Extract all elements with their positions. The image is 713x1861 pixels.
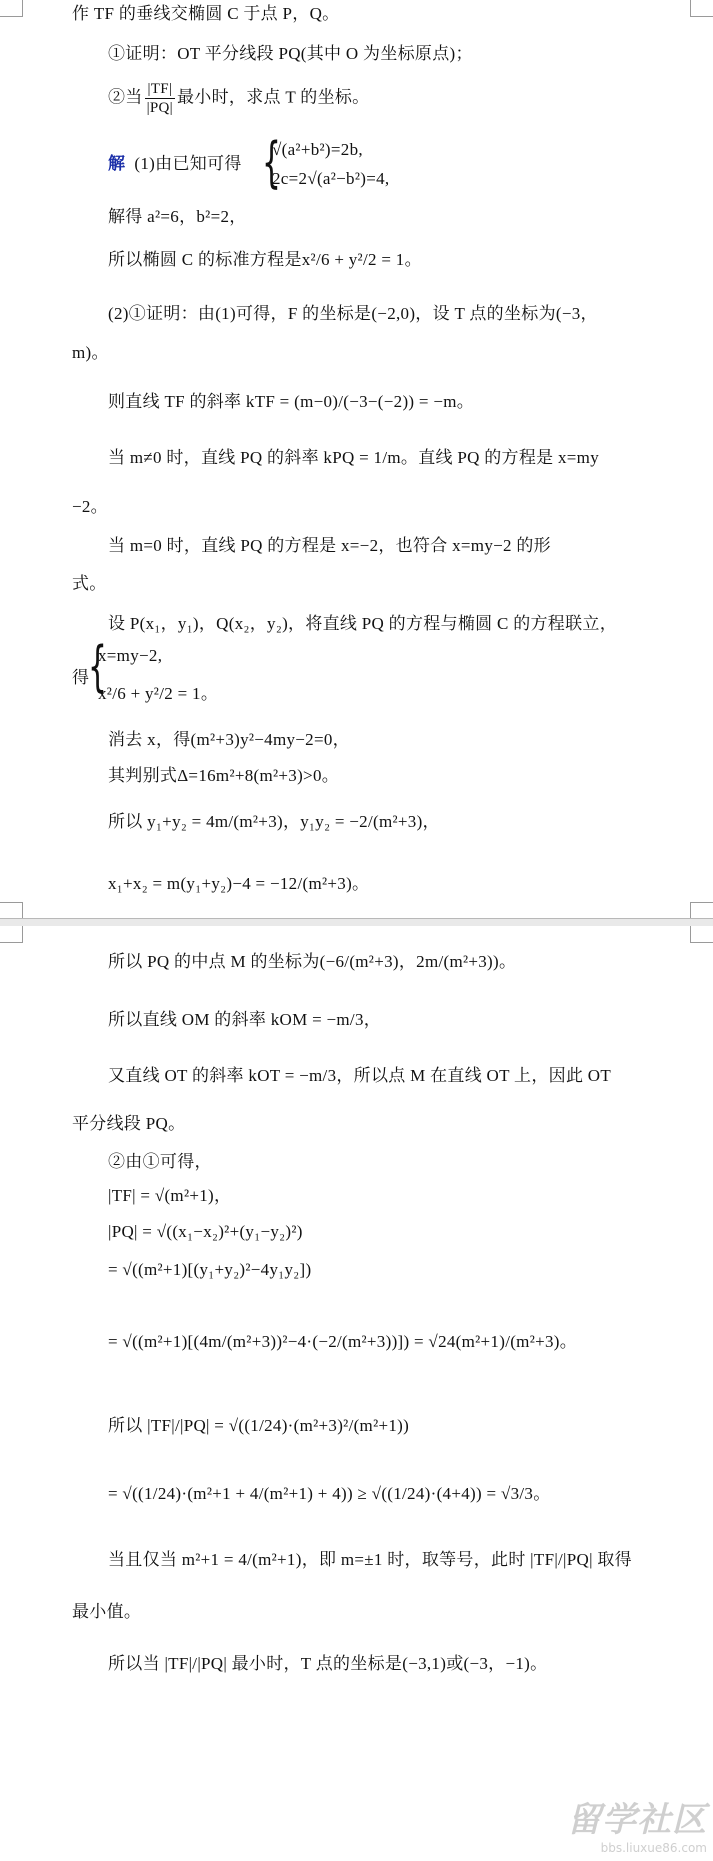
- pq-length-3: = √((m²+1)[(4m/(m²+3))²−4·(−2/(m²+3))]) = √24(m²+1)/(m²+3)。: [108, 1332, 578, 1351]
- crop-mark: [690, 0, 713, 17]
- solve-line: 解得 a²=6，b²=2，: [108, 207, 247, 226]
- tf-length: |TF| = √(m²+1)，: [108, 1186, 232, 1205]
- set-pq: 设 P(x₁，y₁)，Q(x₂，y₂)，将直线 PQ 的方程与椭圆 C 的方程联立，: [108, 614, 618, 633]
- m-zero: 当 m=0 时，直线 PQ 的方程是 x=−2，也符合 x=my−2 的形: [108, 536, 551, 555]
- watermark-url: bbs.liuxue86.com: [600, 1841, 707, 1855]
- conclusion: 所以当 |TF|/|PQ| 最小时，T 点的坐标是(−3,1)或(−3，−1)。: [108, 1654, 548, 1673]
- m-nonzero: 当 m≠0 时，直线 PQ 的斜率 kPQ = 1/m。直线 PQ 的方程是 x=my: [108, 448, 599, 467]
- eliminate: 消去 x，得(m²+3)y²−4my−2=0，: [108, 730, 350, 749]
- crop-mark: [690, 902, 713, 919]
- slope-ot: 又直线 OT 的斜率 kOT = −m/3，所以点 M 在直线 OT 上，因此 OT: [108, 1066, 612, 1085]
- crop-mark: [0, 926, 23, 943]
- m-nonzero-cont: −2。: [72, 497, 108, 516]
- slope-tf: 则直线 TF 的斜率 kTF = (m−0)/(−3−(−2)) = −m。: [108, 392, 475, 411]
- left-brace: {: [88, 635, 107, 698]
- problem-part2: [108, 80, 369, 117]
- part2-intro: (2)①证明：由(1)可得，F 的坐标是(−2,0)，设 T 点的坐标为(−3，: [108, 304, 598, 323]
- discriminant: 其判别式Δ=16m²+8(m²+3)>0。: [108, 766, 340, 785]
- slope-ot-cont: 平分线段 PQ。: [72, 1114, 186, 1133]
- part2-prefix: ②当: [108, 87, 143, 107]
- problem-line: 作 TF 的垂线交椭圆 C 于点 P，Q。: [72, 4, 340, 23]
- left-brace: {: [262, 131, 281, 194]
- equality-cont: 最小值。: [72, 1602, 142, 1621]
- pq-length-1: |PQ| = √((x₁−x₂)²+(y₁−y₂)²): [108, 1222, 303, 1241]
- ratio-fraction: [145, 80, 175, 117]
- standard-equation: [108, 248, 422, 272]
- solution-label: 解: [108, 154, 126, 173]
- m-zero-cont: 式。: [72, 574, 107, 593]
- crop-mark: [690, 926, 713, 943]
- midpoint: 所以 PQ 的中点 M 的坐标为(−6/(m²+3)，2m/(m²+3))。: [108, 952, 517, 971]
- ratio-denominator: |PQ|: [146, 100, 173, 116]
- crop-mark: [0, 902, 23, 919]
- solution-start: [108, 152, 242, 176]
- crop-mark: [0, 0, 23, 17]
- part2-intro-cont: m)。: [72, 343, 109, 362]
- system-prefix: 得: [72, 668, 90, 687]
- part2-start: ②由①可得，: [108, 1152, 212, 1171]
- slope-om: 所以直线 OM 的斜率 kOM = −m/3，: [108, 1010, 382, 1029]
- system-eq2: 2c=2√(a²−b²)=4,: [272, 169, 390, 188]
- watermark-title: 留学社区: [567, 1800, 707, 1840]
- joint-eq2: x²/6 + y²/2 = 1。: [98, 684, 219, 703]
- ratio-2: = √((1/24)·(m²+1 + 4/(m²+1) + 4)) ≥ √((1/24)·(4+4)) = √3/3。: [108, 1484, 551, 1503]
- joint-eq1: x=my−2,: [98, 646, 163, 665]
- pq-length-2: = √((m²+1)[(y₁+y₂)²−4y₁y₂]): [108, 1260, 312, 1279]
- std-eq: x²/6 + y²/2 = 1。: [301, 250, 422, 269]
- vieta-x: x₁+x₂ = m(y₁+y₂)−4 = −12/(m²+3)。: [108, 874, 370, 893]
- system-eq1: √(a²+b²)=2b,: [272, 140, 363, 159]
- std-prefix: 所以椭圆 C 的标准方程是: [108, 250, 302, 269]
- vieta-y: 所以 y₁+y₂ = 4m/(m²+3)，y₁y₂ = −2/(m²+3)，: [108, 812, 440, 831]
- equality: 当且仅当 m²+1 = 4/(m²+1)，即 m=±1 时，取等号，此时 |TF|/|PQ| 取得: [108, 1550, 632, 1569]
- ratio-numerator: |TF|: [145, 80, 175, 99]
- part2-suffix: 最小时，求点 T 的坐标。: [177, 87, 370, 107]
- problem-part1: ①证明：OT 平分线段 PQ(其中 O 为坐标原点)；: [108, 44, 473, 63]
- watermark: [567, 1792, 707, 1855]
- s1-prefix: (1)由已知可得: [134, 154, 242, 173]
- ratio-1: 所以 |TF|/|PQ| = √((1/24)·(m²+3)²/(m²+1)): [108, 1416, 410, 1435]
